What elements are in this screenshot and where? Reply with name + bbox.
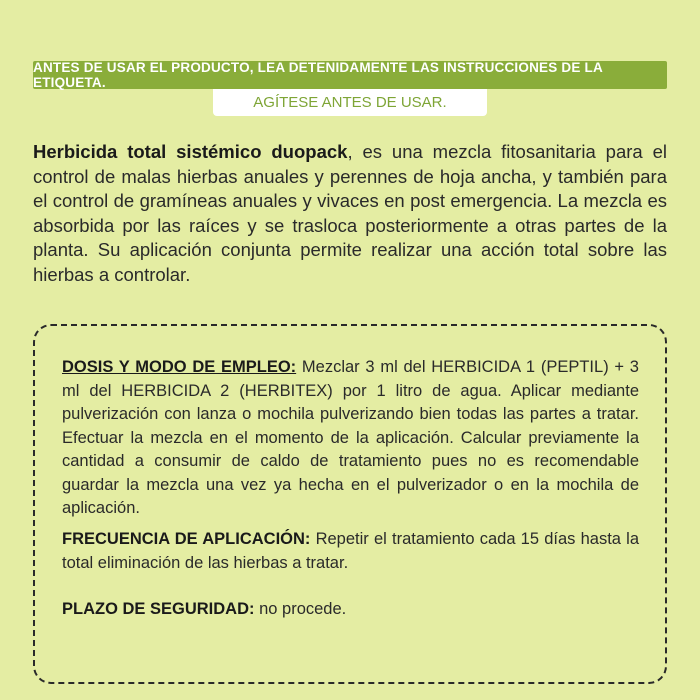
- dosage-heading: DOSIS Y MODO DE EMPLEO:: [62, 358, 297, 376]
- warning-banner-text: ANTES DE USAR EL PRODUCTO, LEA DETENIDAMENTE LAS INSTRUCCIONES DE LA ETIQUETA.: [33, 60, 603, 90]
- safety-heading: PLAZO DE SEGURIDAD:: [62, 600, 255, 618]
- product-description: [33, 140, 667, 287]
- dosage-text: Mezclar 3 ml del HERBICIDA 1 (PEPTIL) + 3 ml del HERBICIDA 2 (HERBITEX) por 1 litro de agua. Aplicar mediante pulverización con lanza o mochila pulverizando bien todas las partes a tratar. Efectuar la mezcla en el momento de la aplicación. Calcular previamente la cantidad a consumir de caldo de tratamiento pues no es recomendable guardar la mezcla una vez ya hecha en el pulverizador o en la mochila de aplicación.: [62, 358, 639, 517]
- dosage-section: [62, 356, 639, 521]
- product-name: Herbicida total sistémico duopack: [33, 141, 348, 162]
- frequency-text: Repetir el tratamiento cada 15 días hasta la total eliminación de las hierbas a tratar.: [62, 530, 639, 572]
- product-description-text: , es una mezcla fitosanitaria para el control de malas hierbas anuales y perennes de hoja ancha, y también para el control de gramíneas anuales y vivaces en post emergencia. La mezcla es absorbida por las raíces y se trasloca posteriormente a otras partes de la planta. Su aplicación conjunta permite realizar una acción total sobre las hierbas a controlar.: [33, 141, 667, 285]
- frequency-heading: FRECUENCIA DE APLICACIÓN:: [62, 530, 311, 548]
- warning-banner: [33, 61, 667, 89]
- safety-section: [62, 598, 639, 622]
- safety-text: no procede.: [254, 600, 347, 618]
- shake-notice-text: AGÍTESE ANTES DE USAR.: [253, 94, 447, 111]
- shake-notice: [213, 89, 487, 116]
- frequency-section: [62, 528, 639, 575]
